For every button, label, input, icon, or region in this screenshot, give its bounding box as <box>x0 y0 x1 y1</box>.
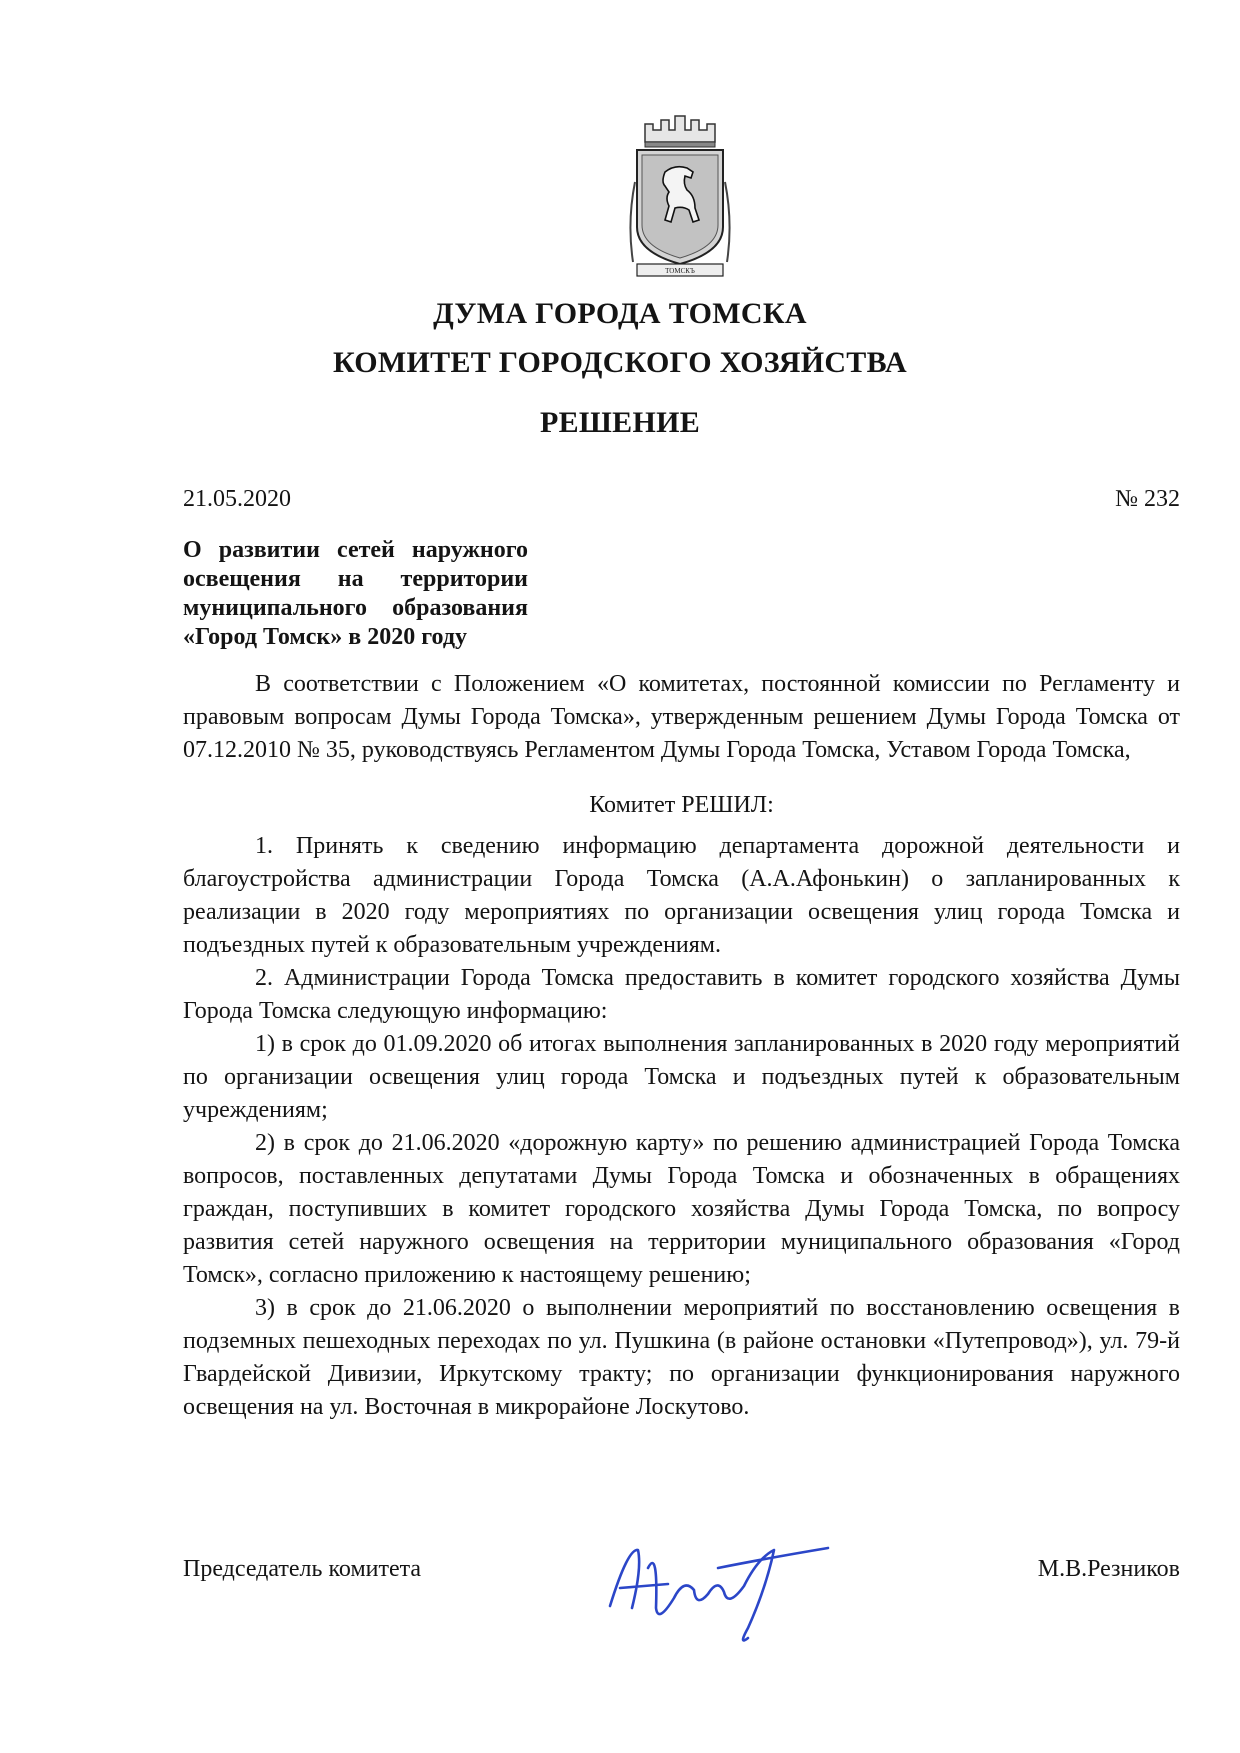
document-type: РЕШЕНИЕ <box>539 406 701 439</box>
item-2-subitem-3: 3) в срок до 21.06.2020 о выполнении мероприятий по восстановлению освещения в подземных пешеходных переходах по ул. Пушкина (в районе остановки «Путепровод»), ул. 79-й Гвардейской Дивизии, Иркутскому тракту; по организации функционирования наружного освещения на ул. Восточная в микрорайоне Лоскутово. <box>183 1295 1180 1420</box>
item-2-subitem-2: 2) в срок до 21.06.2020 «дорожную карту» по решению администрацией Города Томска вопросов, поставленных депутатами Думы Города Томска и обозначенных в обращениях граждан, поступивших в комитет городского хозяйства Думы Города Томска, по вопросу развития сетей наружного освещения на территории муниципального образования «Город Томск», согласно приложению к настоящему решению; <box>183 1130 1180 1288</box>
decision-heading: Комитет РЕШИЛ: <box>589 792 774 818</box>
item-1: 1. Принять к сведению информацию департамента дорожной деятельности и благоустройства администрации Города Томска (А.А.Афонькин) о запланированных к реализации в 2020 году мероприятиях по организации освещения улиц города Томска и подъездных путей к образовательным учреждениям. <box>183 833 1180 958</box>
signatory-name: М.В.Резников <box>1037 1556 1180 1582</box>
document-date: 21.05.2020 <box>183 486 291 512</box>
document-subject: О развитии сетей наружного освещения на территории муниципального образования «Город Томск» в 2020 году <box>183 537 528 650</box>
preamble-paragraph: В соответствии с Положением «О комитетах, постоянной комиссии по Регламенту и правовым вопросам Думы Города Томска», утвержденным решением Думы Города Томска от 07.12.2010 № 35, руководствуясь Регламентом Думы Города Томска, Уставом Города Томска, <box>183 671 1180 763</box>
signatory-role: Председатель комитета <box>183 1556 422 1582</box>
item-2: 2. Администрации Города Томска предоставить в комитет городского хозяйства Думы Города Томска следующую информацию: <box>183 965 1180 1024</box>
document-number: № 232 <box>1115 486 1180 512</box>
coat-of-arms-icon <box>625 112 735 284</box>
org-name: ДУМА ГОРОДА ТОМСКА <box>433 297 807 330</box>
emblem-ribbon-text: ТОМСКЪ <box>665 267 695 275</box>
document-body <box>183 668 1180 1424</box>
handwritten-signature <box>598 1528 838 1648</box>
committee-name: КОМИТЕТ ГОРОДСКОГО ХОЗЯЙСТВА <box>332 346 908 379</box>
item-2-subitem-1: 1) в срок до 01.09.2020 об итогах выполнения запланированных в 2020 году мероприятий по организации освещения улиц города Томска и подъездных путей к образовательным учреждениям; <box>183 1031 1180 1123</box>
